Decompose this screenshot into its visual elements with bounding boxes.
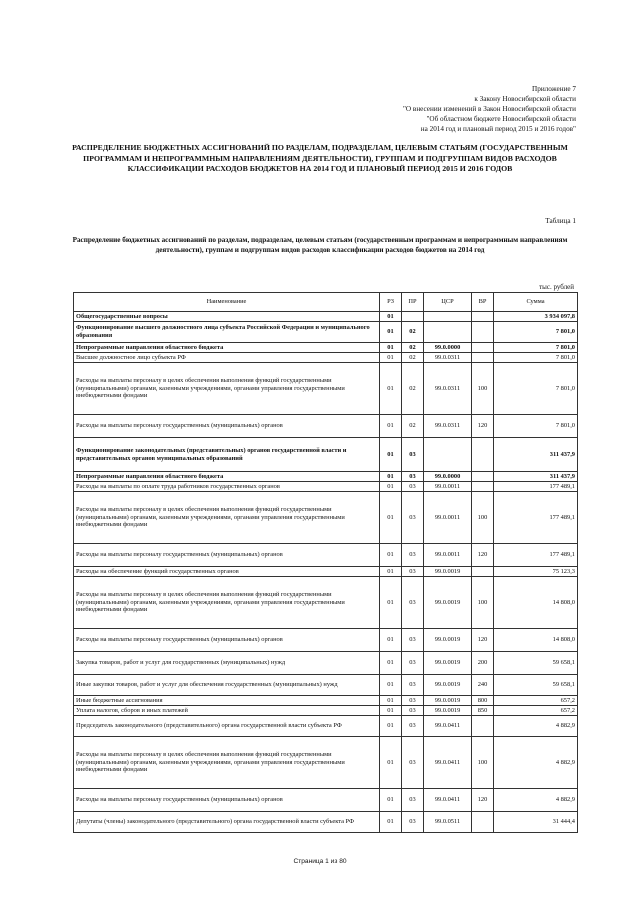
- row-csr: [424, 312, 472, 322]
- row-rz: 01: [380, 737, 402, 789]
- row-name: Высшее должностное лицо субъекта РФ: [74, 353, 380, 363]
- row-pr: 03: [402, 652, 424, 675]
- row-vr: [472, 472, 494, 482]
- row-vr: 800: [472, 696, 494, 706]
- row-pr: 03: [402, 492, 424, 544]
- row-name: Закупка товаров, работ и услуг для государственных (муниципальных) нужд: [74, 652, 380, 675]
- row-sum: 31 444,4: [494, 812, 578, 833]
- table-row: [74, 706, 578, 716]
- row-sum: 7 801,0: [494, 415, 578, 438]
- table-row: [74, 343, 578, 353]
- row-vr: [472, 482, 494, 492]
- row-pr: 03: [402, 812, 424, 833]
- row-rz: 01: [380, 363, 402, 415]
- row-name: Непрограммные направления областного бюджета: [74, 343, 380, 353]
- row-pr: 03: [402, 544, 424, 567]
- row-pr: 03: [402, 675, 424, 696]
- row-pr: 03: [402, 577, 424, 629]
- header-name: Наименование: [74, 293, 380, 312]
- row-name: Функционирование законодательных (представительных) органов государственной власти и представительных органов муниципальных образований: [74, 438, 380, 472]
- row-csr: 99.0.0511: [424, 812, 472, 833]
- appendix-header: [276, 84, 576, 134]
- units-label: тыс. рублей: [539, 283, 574, 291]
- header-pr: ПР: [402, 293, 424, 312]
- row-pr: 02: [402, 322, 424, 343]
- row-vr: [472, 438, 494, 472]
- row-csr: 99.0.0011: [424, 544, 472, 567]
- row-rz: 01: [380, 696, 402, 706]
- appendix-line-3: "О внесении изменений в Закон Новосибирской области: [403, 105, 576, 113]
- row-vr: [472, 716, 494, 737]
- table-label: Таблица 1: [545, 217, 576, 225]
- row-pr: 03: [402, 629, 424, 652]
- row-name: Председатель законодательного (представительного) органа государственной власти субъекта РФ: [74, 716, 380, 737]
- row-sum: 4 882,9: [494, 737, 578, 789]
- row-sum: 7 801,0: [494, 353, 578, 363]
- row-name: Функционирование высшего должностного лица субъекта Российской Федерации и муниципального образования: [74, 322, 380, 343]
- row-rz: 01: [380, 706, 402, 716]
- row-name: Расходы на обеспечение функций государственных органов: [74, 567, 380, 577]
- table-row: [74, 363, 578, 415]
- row-sum: 311 437,9: [494, 472, 578, 482]
- row-name: Расходы на выплаты персоналу государственных (муниципальных) органов: [74, 629, 380, 652]
- table-row: [74, 482, 578, 492]
- row-name: Иные закупки товаров, работ и услуг для обеспечения государственных (муниципальных) нужд: [74, 675, 380, 696]
- row-csr: 99.0.0000: [424, 343, 472, 353]
- table-row: [74, 544, 578, 567]
- row-vr: [472, 567, 494, 577]
- row-rz: 01: [380, 675, 402, 696]
- row-csr: 99.0.0011: [424, 482, 472, 492]
- row-sum: 4 882,9: [494, 789, 578, 812]
- row-rz: 01: [380, 492, 402, 544]
- row-rz: 01: [380, 438, 402, 472]
- row-rz: 01: [380, 789, 402, 812]
- row-vr: 100: [472, 363, 494, 415]
- table-row: [74, 353, 578, 363]
- row-vr: 100: [472, 492, 494, 544]
- row-pr: 03: [402, 567, 424, 577]
- row-rz: 01: [380, 415, 402, 438]
- row-rz: 01: [380, 567, 402, 577]
- row-name: Иные бюджетные ассигнования: [74, 696, 380, 706]
- table-row: [74, 472, 578, 482]
- row-name: Общегосударственные вопросы: [74, 312, 380, 322]
- row-csr: 99.0.0019: [424, 696, 472, 706]
- row-vr: [472, 812, 494, 833]
- table-row: [74, 737, 578, 789]
- row-rz: 01: [380, 322, 402, 343]
- row-sum: 177 489,1: [494, 482, 578, 492]
- row-vr: 120: [472, 544, 494, 567]
- budget-table: [73, 292, 578, 833]
- row-name: Расходы на выплаты по оплате труда работников государственных органов: [74, 482, 380, 492]
- row-rz: 01: [380, 544, 402, 567]
- table-row: [74, 312, 578, 322]
- row-name: Расходы на выплаты персоналу в целях обеспечения выполнения функций государственными (муниципальными) органами, казенными учреждениями, органами управления государственными внебюджетными фондами: [74, 492, 380, 544]
- table-row: [74, 577, 578, 629]
- table-row: [74, 567, 578, 577]
- row-sum: 657,2: [494, 706, 578, 716]
- row-pr: 02: [402, 363, 424, 415]
- row-sum: 7 801,0: [494, 363, 578, 415]
- header-vr: ВР: [472, 293, 494, 312]
- row-rz: 01: [380, 652, 402, 675]
- row-csr: 99.0.0011: [424, 492, 472, 544]
- row-sum: 177 489,1: [494, 492, 578, 544]
- row-vr: [472, 353, 494, 363]
- row-sum: 657,2: [494, 696, 578, 706]
- row-pr: 03: [402, 696, 424, 706]
- row-name: Расходы на выплаты персоналу государственных (муниципальных) органов: [74, 415, 380, 438]
- row-rz: 01: [380, 716, 402, 737]
- row-csr: [424, 438, 472, 472]
- row-sum: 4 882,9: [494, 716, 578, 737]
- row-sum: 14 808,0: [494, 577, 578, 629]
- appendix-line-1: Приложение 7: [532, 85, 576, 93]
- table-title: Распределение бюджетных ассигнований по разделам, подразделам, целевым статьям (государственным программам и непрограммным направлениям деятельности), группам и подгруппам видов расходов классификации расходов бюджетов на 2014 год: [72, 236, 568, 254]
- row-pr: 03: [402, 789, 424, 812]
- table-row: [74, 629, 578, 652]
- row-sum: 177 489,1: [494, 544, 578, 567]
- row-pr: 03: [402, 482, 424, 492]
- row-csr: 99.0.0411: [424, 789, 472, 812]
- row-vr: 120: [472, 415, 494, 438]
- header-rz: РЗ: [380, 293, 402, 312]
- row-vr: 100: [472, 737, 494, 789]
- row-csr: 99.0.0019: [424, 652, 472, 675]
- table-row: [74, 696, 578, 706]
- row-name: Расходы на выплаты персоналу в целях обеспечения выполнения функций государственными (муниципальными) органами, казенными учреждениями, органами управления государственными внебюджетными фондами: [74, 363, 380, 415]
- row-csr: 99.0.0411: [424, 716, 472, 737]
- row-sum: 75 123,3: [494, 567, 578, 577]
- row-vr: 100: [472, 577, 494, 629]
- row-csr: 99.0.0411: [424, 737, 472, 789]
- row-csr: 99.0.0019: [424, 567, 472, 577]
- row-sum: 14 808,0: [494, 629, 578, 652]
- row-name: Депутаты (члены) законодательного (представительного) органа государственной власти субъекта РФ: [74, 812, 380, 833]
- row-pr: 03: [402, 472, 424, 482]
- row-csr: 99.0.0000: [424, 472, 472, 482]
- row-rz: 01: [380, 812, 402, 833]
- row-pr: 03: [402, 706, 424, 716]
- row-pr: 03: [402, 716, 424, 737]
- row-csr: 99.0.0019: [424, 577, 472, 629]
- row-sum: 59 658,1: [494, 652, 578, 675]
- row-pr: 03: [402, 438, 424, 472]
- row-csr: [424, 322, 472, 343]
- row-pr: 02: [402, 353, 424, 363]
- row-name: Расходы на выплаты персоналу в целях обеспечения выполнения функций государственными (муниципальными) органами, казенными учреждениями, органами управления государственными внебюджетными фондами: [74, 737, 380, 789]
- row-vr: 200: [472, 652, 494, 675]
- row-vr: [472, 322, 494, 343]
- row-rz: 01: [380, 577, 402, 629]
- row-vr: 120: [472, 789, 494, 812]
- appendix-line-2: к Закону Новосибирской области: [474, 95, 576, 103]
- table-row: [74, 789, 578, 812]
- table-row: [74, 812, 578, 833]
- table-header-row: [74, 293, 578, 312]
- row-vr: [472, 312, 494, 322]
- row-sum: 311 437,9: [494, 438, 578, 472]
- row-rz: 01: [380, 343, 402, 353]
- row-name: Расходы на выплаты персоналу государственных (муниципальных) органов: [74, 544, 380, 567]
- row-csr: 99.0.0311: [424, 415, 472, 438]
- header-sum: Сумма: [494, 293, 578, 312]
- row-csr: 99.0.0019: [424, 706, 472, 716]
- row-pr: 02: [402, 415, 424, 438]
- appendix-line-4: "Об областном бюджете Новосибирской области: [426, 115, 576, 123]
- row-vr: 240: [472, 675, 494, 696]
- row-sum: 7 801,0: [494, 343, 578, 353]
- row-csr: 99.0.0311: [424, 353, 472, 363]
- row-rz: 01: [380, 312, 402, 322]
- row-name: Расходы на выплаты персоналу государственных (муниципальных) органов: [74, 789, 380, 812]
- table-row: [74, 716, 578, 737]
- table-row: [74, 415, 578, 438]
- row-pr: [402, 312, 424, 322]
- row-rz: 01: [380, 629, 402, 652]
- table-row: [74, 675, 578, 696]
- row-sum: 3 934 097,8: [494, 312, 578, 322]
- header-csr: ЦСР: [424, 293, 472, 312]
- row-rz: 01: [380, 353, 402, 363]
- row-csr: 99.0.0019: [424, 675, 472, 696]
- document-title: РАСПРЕДЕЛЕНИЕ БЮДЖЕТНЫХ АССИГНОВАНИЙ ПО РАЗДЕЛАМ, ПОДРАЗДЕЛАМ, ЦЕЛЕВЫМ СТАТЬЯМ (ГОСУДАРСТВЕННЫМ ПРОГРАММАМ И НЕПРОГРАММНЫМ НАПРАВЛЕНИЯМ ДЕЯТЕЛЬНОСТИ), ГРУППАМ И ПОДГРУППАМ ВИДОВ РАСХОДОВ КЛАССИФИКАЦИИ РАСХОДОВ БЮДЖЕТОВ НА 2014 ГОД И ПЛАНОВЫЙ ПЕРИОД 2015 И 2016 ГОДОВ: [72, 143, 568, 173]
- table-row: [74, 438, 578, 472]
- page-footer: Страница 1 из 80: [293, 858, 347, 865]
- table-row: [74, 322, 578, 343]
- table-row: [74, 492, 578, 544]
- row-vr: [472, 343, 494, 353]
- appendix-line-5: на 2014 год и плановый период 2015 и 2016 годов": [420, 125, 576, 133]
- row-pr: 03: [402, 737, 424, 789]
- row-name: Уплата налогов, сборов и иных платежей: [74, 706, 380, 716]
- row-csr: 99.0.0019: [424, 629, 472, 652]
- row-sum: 7 801,0: [494, 322, 578, 343]
- row-rz: 01: [380, 472, 402, 482]
- row-name: Расходы на выплаты персоналу в целях обеспечения выполнения функций государственными (муниципальными) органами, казенными учреждениями, органами управления государственными внебюджетными фондами: [74, 577, 380, 629]
- row-vr: 850: [472, 706, 494, 716]
- row-sum: 59 658,1: [494, 675, 578, 696]
- row-csr: 99.0.0311: [424, 363, 472, 415]
- row-vr: 120: [472, 629, 494, 652]
- row-name: Непрограммные направления областного бюджета: [74, 472, 380, 482]
- row-pr: 02: [402, 343, 424, 353]
- table-row: [74, 652, 578, 675]
- row-rz: 01: [380, 482, 402, 492]
